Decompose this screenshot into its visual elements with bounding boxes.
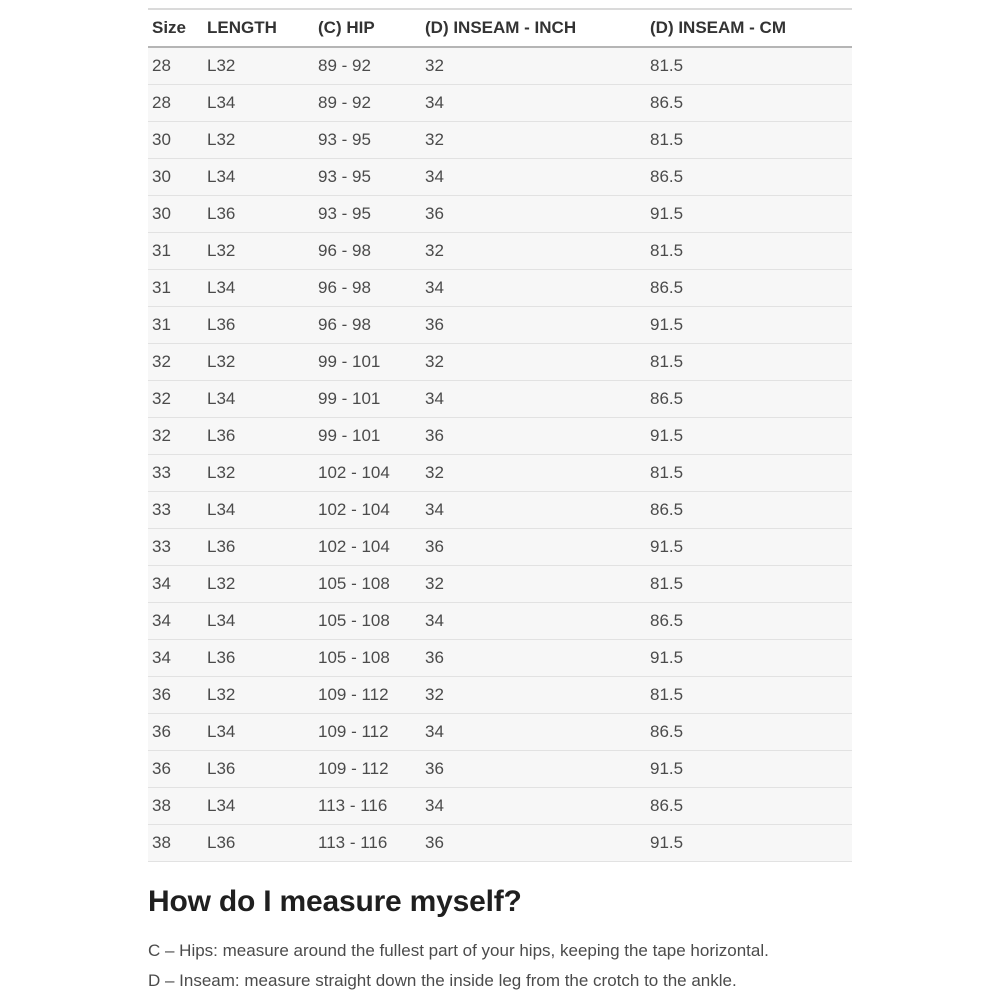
table-row (148, 566, 852, 603)
table-cell: L32 (203, 677, 314, 714)
table-cell: 34 (421, 788, 646, 825)
table-cell: L34 (203, 85, 314, 122)
table-cell: 36 (421, 529, 646, 566)
table-cell: 93 - 95 (314, 159, 421, 196)
table-cell: L36 (203, 196, 314, 233)
table-cell: 34 (421, 381, 646, 418)
table-header-row (148, 9, 852, 47)
table-cell: L32 (203, 233, 314, 270)
table-cell: 34 (148, 566, 203, 603)
measure-heading: How do I measure myself? (148, 885, 522, 918)
table-cell: L34 (203, 492, 314, 529)
col-header-length: LENGTH (203, 9, 314, 47)
table-cell: 34 (148, 640, 203, 677)
table-cell: 86.5 (646, 788, 852, 825)
table-cell: 34 (421, 603, 646, 640)
col-header-size: Size (148, 9, 203, 47)
table-row (148, 418, 852, 455)
table-cell: 36 (148, 677, 203, 714)
table-cell: 81.5 (646, 566, 852, 603)
table-cell: 96 - 98 (314, 270, 421, 307)
table-cell: L34 (203, 159, 314, 196)
table-cell: 81.5 (646, 122, 852, 159)
table-row (148, 122, 852, 159)
table-row (148, 788, 852, 825)
table-cell: 32 (421, 344, 646, 381)
table-cell: 102 - 104 (314, 492, 421, 529)
table-cell: 89 - 92 (314, 47, 421, 85)
table-row (148, 381, 852, 418)
table-cell: L32 (203, 122, 314, 159)
table-cell: L34 (203, 603, 314, 640)
table-cell: 38 (148, 788, 203, 825)
table-cell: 93 - 95 (314, 196, 421, 233)
table-cell: 105 - 108 (314, 603, 421, 640)
table-cell: L32 (203, 455, 314, 492)
table-cell: 102 - 104 (314, 455, 421, 492)
table-cell: 34 (421, 85, 646, 122)
table-cell: 99 - 101 (314, 418, 421, 455)
table-cell: 91.5 (646, 196, 852, 233)
table-cell: L36 (203, 640, 314, 677)
table-row (148, 751, 852, 788)
table-row (148, 196, 852, 233)
table-cell: 31 (148, 307, 203, 344)
table-cell: 31 (148, 233, 203, 270)
table-row (148, 677, 852, 714)
table-cell: 32 (148, 344, 203, 381)
table-cell: 86.5 (646, 492, 852, 529)
table-cell: 105 - 108 (314, 640, 421, 677)
table-cell: 32 (421, 122, 646, 159)
table-cell: 33 (148, 455, 203, 492)
table-row (148, 529, 852, 566)
table-cell: 99 - 101 (314, 381, 421, 418)
table-cell: 109 - 112 (314, 677, 421, 714)
table-cell: 86.5 (646, 381, 852, 418)
table-cell: 36 (421, 640, 646, 677)
table-cell: 28 (148, 85, 203, 122)
table-cell: 86.5 (646, 159, 852, 196)
table-cell: 81.5 (646, 233, 852, 270)
table-row (148, 233, 852, 270)
table-cell: 28 (148, 47, 203, 85)
table-cell: 34 (421, 270, 646, 307)
table-cell: 30 (148, 159, 203, 196)
table-row (148, 825, 852, 862)
table-cell: 86.5 (646, 714, 852, 751)
size-chart-table (148, 8, 852, 862)
table-cell: 32 (421, 47, 646, 85)
table-cell: L34 (203, 381, 314, 418)
table-cell: 109 - 112 (314, 714, 421, 751)
table-cell: 31 (148, 270, 203, 307)
table-cell: 99 - 101 (314, 344, 421, 381)
table-cell: L36 (203, 751, 314, 788)
table-cell: L36 (203, 825, 314, 862)
table-header (148, 9, 852, 47)
table-cell: 81.5 (646, 47, 852, 85)
table-cell: L32 (203, 344, 314, 381)
table-cell: 81.5 (646, 455, 852, 492)
table-cell: L32 (203, 47, 314, 85)
table-row (148, 455, 852, 492)
table-cell: 113 - 116 (314, 825, 421, 862)
table-cell: L34 (203, 270, 314, 307)
table-cell: 81.5 (646, 344, 852, 381)
table-row (148, 47, 852, 85)
table-cell: 33 (148, 529, 203, 566)
table-cell: 34 (421, 714, 646, 751)
table-cell: L34 (203, 714, 314, 751)
table-body (148, 47, 852, 862)
table-cell: 33 (148, 492, 203, 529)
table-cell: 102 - 104 (314, 529, 421, 566)
table-cell: 109 - 112 (314, 751, 421, 788)
table-cell: 30 (148, 122, 203, 159)
table-row (148, 492, 852, 529)
table-cell: L36 (203, 418, 314, 455)
table-cell: 91.5 (646, 418, 852, 455)
table-row (148, 714, 852, 751)
table-cell: 32 (148, 418, 203, 455)
table-cell: 36 (421, 196, 646, 233)
table-cell: 32 (421, 233, 646, 270)
table-cell: 93 - 95 (314, 122, 421, 159)
table-cell: 86.5 (646, 85, 852, 122)
table-row (148, 270, 852, 307)
table-cell: 86.5 (646, 270, 852, 307)
table-cell: 96 - 98 (314, 307, 421, 344)
table-cell: 81.5 (646, 677, 852, 714)
table-row (148, 159, 852, 196)
table-cell: L36 (203, 307, 314, 344)
col-header-inseam-cm: (D) INSEAM - CM (646, 9, 852, 47)
table-cell: 32 (421, 455, 646, 492)
table-row (148, 640, 852, 677)
table-cell: 34 (421, 159, 646, 196)
col-header-hip: (C) HIP (314, 9, 421, 47)
table-cell: 36 (421, 307, 646, 344)
table-cell: 89 - 92 (314, 85, 421, 122)
table-cell: 91.5 (646, 307, 852, 344)
table-row (148, 603, 852, 640)
table-cell: 30 (148, 196, 203, 233)
table-cell: 105 - 108 (314, 566, 421, 603)
table-row (148, 344, 852, 381)
table-row (148, 307, 852, 344)
table-cell: 91.5 (646, 529, 852, 566)
table-cell: 32 (421, 566, 646, 603)
measure-instructions (148, 936, 852, 996)
col-header-inseam-inch: (D) INSEAM - INCH (421, 9, 646, 47)
table-cell: 86.5 (646, 603, 852, 640)
table-cell: 91.5 (646, 825, 852, 862)
table-cell: 36 (421, 825, 646, 862)
table-cell: L36 (203, 529, 314, 566)
table-cell: 36 (421, 418, 646, 455)
table-cell: 91.5 (646, 751, 852, 788)
table-row (148, 85, 852, 122)
table-cell: 96 - 98 (314, 233, 421, 270)
table-cell: 91.5 (646, 640, 852, 677)
table-cell: L34 (203, 788, 314, 825)
table-cell: 38 (148, 825, 203, 862)
table-cell: 32 (148, 381, 203, 418)
table-cell: 113 - 116 (314, 788, 421, 825)
table-cell: L32 (203, 566, 314, 603)
table-cell: 32 (421, 677, 646, 714)
size-guide-section (148, 8, 852, 996)
table-cell: 34 (148, 603, 203, 640)
table-cell: 34 (421, 492, 646, 529)
hips-instruction: C – Hips: measure around the fullest part of your hips, keeping the tape horizontal. (148, 941, 769, 960)
table-cell: 36 (148, 751, 203, 788)
table-cell: 36 (148, 714, 203, 751)
table-cell: 36 (421, 751, 646, 788)
inseam-instruction: D – Inseam: measure straight down the inside leg from the crotch to the ankle. (148, 971, 737, 990)
